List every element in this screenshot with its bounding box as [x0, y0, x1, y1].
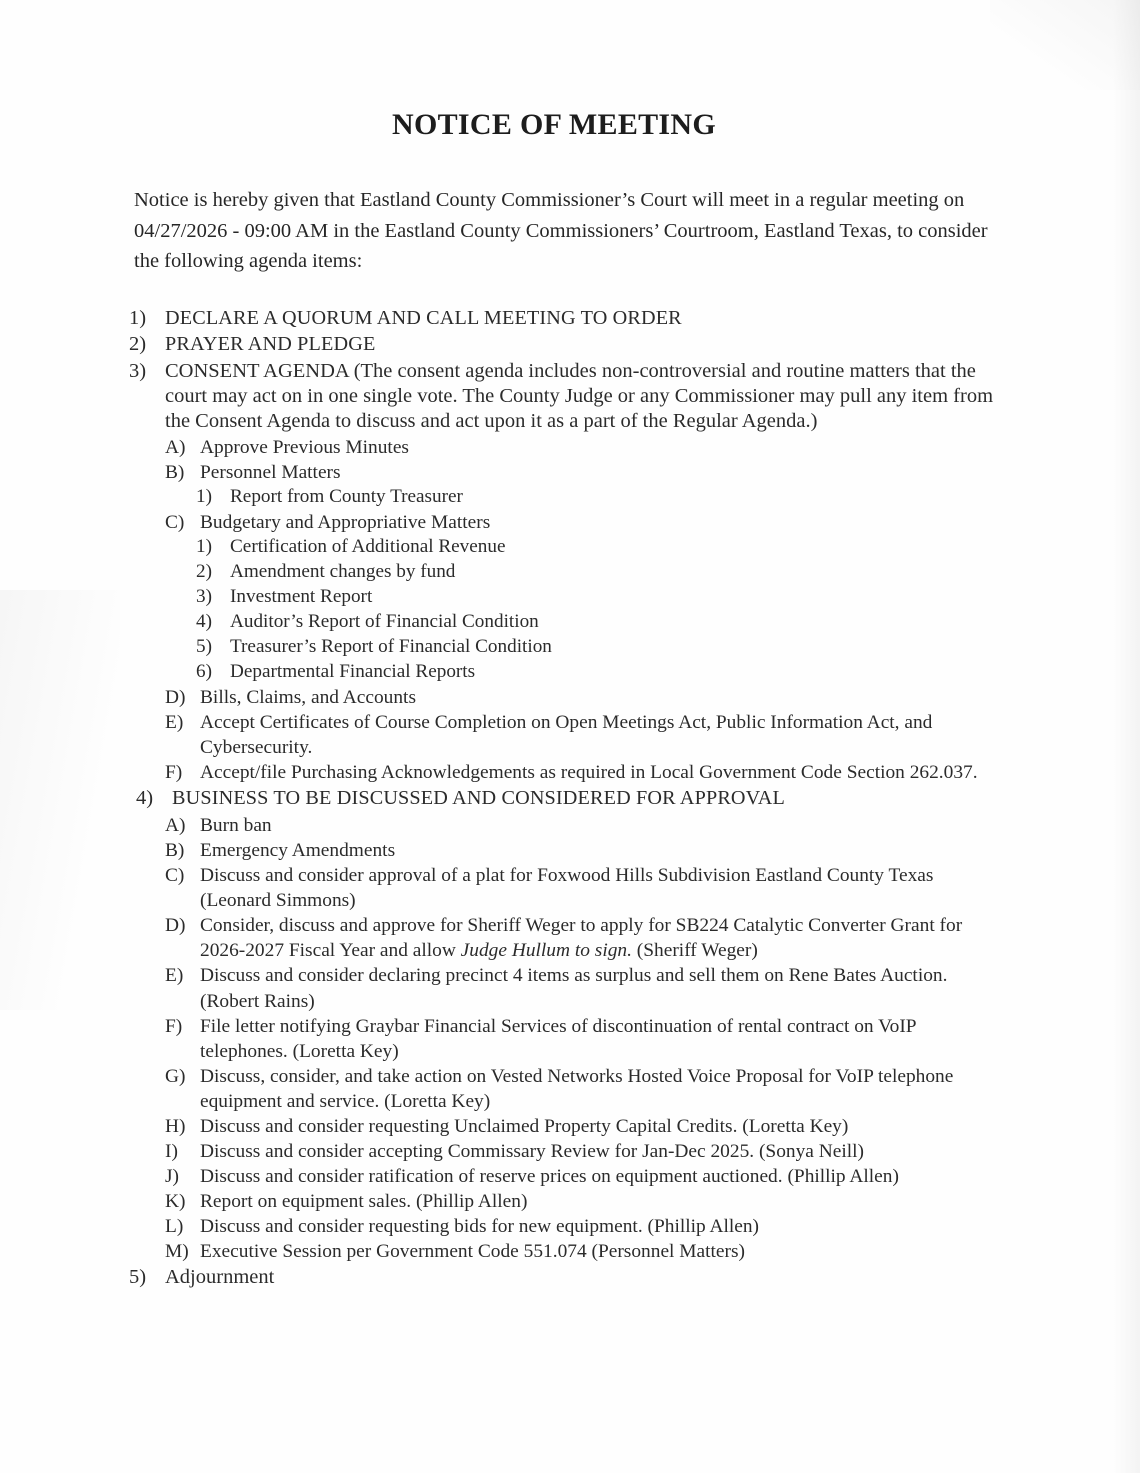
agenda-item-4b	[0, 838, 1140, 863]
agenda-item-3d-marker: D)	[165, 686, 186, 708]
agenda-item-4h	[0, 1114, 1140, 1139]
agenda-item-3b-label: Personnel Matters	[200, 462, 341, 484]
agenda-item-4f-label: File letter notifying Graybar Financial Services of discontinuation of rental contract on VoIP telephones. (Loretta Key)	[200, 1015, 916, 1062]
agenda-item-4g-label: Discuss, consider, and take action on Vested Networks Hosted Voice Proposal for VoIP telephone equipment and service. (Loretta Key)	[200, 1065, 954, 1112]
agenda-item-4i	[0, 1139, 1140, 1164]
agenda-item-3c2-label: Amendment changes by fund	[230, 561, 456, 583]
agenda-item-4k	[0, 1189, 1140, 1214]
agenda-item-4h-marker: H)	[165, 1116, 186, 1138]
agenda-item-1-label: DECLARE A QUORUM AND CALL MEETING TO ORDER	[165, 306, 682, 329]
agenda-item-3e	[0, 710, 1140, 760]
agenda-item-4m-marker: M)	[165, 1241, 189, 1263]
agenda-item-3b-marker: B)	[165, 462, 185, 484]
agenda-item-3c1-label: Certification of Additional Revenue	[230, 536, 506, 558]
agenda-item-4a	[0, 813, 1140, 838]
agenda-list	[0, 277, 1140, 1291]
agenda-item-3c4-label: Auditor’s Report of Financial Condition	[230, 611, 539, 633]
agenda-item-3c5-label: Treasurer’s Report of Financial Condition	[230, 636, 552, 658]
agenda-item-3c	[0, 510, 1140, 535]
agenda-item-2	[0, 332, 1140, 358]
agenda-item-2-label: PRAYER AND PLEDGE	[165, 333, 376, 356]
agenda-item-4a-marker: A)	[165, 814, 186, 836]
agenda-item-1-marker: 1)	[129, 306, 147, 329]
agenda-item-3b1	[0, 485, 1140, 510]
agenda-item-4-label: BUSINESS TO BE DISCUSSED AND CONSIDERED FOR APPROVAL	[172, 787, 785, 810]
agenda-item-3c-label: Budgetary and Appropriative Matters	[200, 512, 491, 534]
agenda-item-4-marker: 4)	[136, 787, 154, 810]
agenda-item-4i-label: Discuss and consider accepting Commissary Review for Jan-Dec 2025. (Sonya Neill)	[200, 1141, 864, 1163]
agenda-item-4f	[0, 1014, 1140, 1064]
agenda-item-4j-marker: J)	[165, 1166, 180, 1188]
agenda-item-3a-marker: A)	[165, 437, 186, 459]
agenda-item-3c2-marker: 2)	[196, 561, 212, 583]
agenda-item-4i-marker: I)	[165, 1141, 178, 1163]
agenda-item-3c4	[0, 610, 1140, 635]
agenda-item-3f-marker: F)	[165, 762, 183, 784]
agenda-item-4e-label: Discuss and consider declaring precinct 4 items as surplus and sell them on Rene Bates Auction. (Robert Rains)	[200, 965, 948, 1012]
agenda-item-3b1-marker: 1)	[196, 486, 212, 508]
agenda-item-3	[0, 359, 1140, 435]
agenda-item-3c1-marker: 1)	[196, 536, 212, 558]
agenda-item-4j	[0, 1164, 1140, 1189]
agenda-item-3e-marker: E)	[165, 712, 184, 734]
agenda-item-4h-label: Discuss and consider requesting Unclaimed Property Capital Credits. (Loretta Key)	[200, 1116, 849, 1138]
intro-paragraph: Notice is hereby given that Eastland County Commissioner’s Court will meet in a regular meeting on 04/27/2026 - 09:00 AM in the Eastland County Commissioners’ Courtroom, Eastland Texas, to consider the following agenda items:	[134, 189, 988, 272]
agenda-item-3c5	[0, 635, 1140, 660]
agenda-item-3f	[0, 760, 1140, 785]
agenda-item-3c1	[0, 535, 1140, 560]
agenda-item-3a-label: Approve Previous Minutes	[200, 437, 409, 459]
agenda-item-4m-label: Executive Session per Government Code 551.074 (Personnel Matters)	[200, 1241, 745, 1263]
agenda-item-4e	[0, 963, 1140, 1013]
agenda-item-4l-label: Discuss and consider requesting bids for new equipment. (Phillip Allen)	[200, 1216, 760, 1238]
agenda-item-3c3-marker: 3)	[196, 586, 212, 608]
agenda-item-4d-text-post: (Sheriff Weger)	[631, 940, 758, 962]
agenda-item-4l	[0, 1214, 1140, 1239]
agenda-item-3a	[0, 435, 1140, 460]
agenda-item-4g-marker: G)	[165, 1065, 186, 1087]
agenda-item-4k-label: Report on equipment sales. (Phillip Allen)	[200, 1191, 528, 1213]
agenda-item-4j-label: Discuss and consider ratification of reserve prices on equipment auctioned. (Phillip Allen)	[200, 1166, 899, 1188]
agenda-item-3d	[0, 685, 1140, 710]
agenda-item-4d-marker: D)	[165, 915, 186, 937]
agenda-item-4k-marker: K)	[165, 1191, 186, 1213]
agenda-item-3c-marker: C)	[165, 512, 185, 534]
agenda-item-3c6-label: Departmental Financial Reports	[230, 661, 476, 683]
agenda-item-4c	[0, 863, 1140, 913]
agenda-item-3b	[0, 460, 1140, 485]
page-title: NOTICE OF MEETING	[391, 108, 717, 141]
agenda-item-4m	[0, 1239, 1140, 1264]
agenda-item-3-marker: 3)	[129, 359, 147, 382]
agenda-item-3c4-marker: 4)	[196, 611, 212, 633]
agenda-item-4	[0, 786, 1140, 812]
agenda-item-3b1-label: Report from County Treasurer	[230, 486, 463, 508]
agenda-item-3c2	[0, 560, 1140, 585]
agenda-item-3c5-marker: 5)	[196, 636, 212, 658]
agenda-item-3-label: CONSENT AGENDA (The consent agenda includes non-controversial and routine matters that the court may act on in one single vote. The County Judge or any Commissioner may pull any item from the Consent Agenda to discuss and act upon it as a part of the Regular Agenda.)	[165, 359, 994, 433]
agenda-item-4l-marker: L)	[165, 1216, 184, 1238]
agenda-item-4d-text-italic: Judge Hullum to sign.	[460, 940, 632, 962]
agenda-item-4d-text-pre: Consider, discuss and approve for Sheriff Weger to apply for SB224 Catalytic Converter Grant for 2026-2027 Fiscal Year and allow	[200, 915, 963, 962]
agenda-item-4f-marker: F)	[165, 1015, 183, 1037]
agenda-item-3d-label: Bills, Claims, and Accounts	[200, 686, 416, 708]
agenda-item-5-marker: 5)	[129, 1265, 147, 1288]
agenda-item-4b-label: Emergency Amendments	[200, 839, 396, 861]
agenda-item-4d	[0, 913, 1140, 963]
agenda-item-4a-label: Burn ban	[200, 814, 272, 836]
agenda-item-3c3	[0, 585, 1140, 610]
agenda-item-4g	[0, 1064, 1140, 1114]
agenda-item-2-marker: 2)	[129, 333, 147, 356]
agenda-item-5	[0, 1265, 1140, 1291]
agenda-item-5-label: Adjournment	[165, 1265, 275, 1288]
agenda-item-1	[0, 306, 1140, 332]
agenda-item-3c6	[0, 660, 1140, 685]
agenda-item-3c6-marker: 6)	[196, 661, 212, 683]
agenda-item-4e-marker: E)	[165, 965, 184, 987]
agenda-item-4b-marker: B)	[165, 839, 185, 861]
agenda-item-3e-label: Accept Certificates of Course Completion on Open Meetings Act, Public Information Act, and Cybersecurity.	[200, 712, 933, 759]
agenda-item-4c-label: Discuss and consider approval of a plat for Foxwood Hills Subdivision Eastland County Texas (Leonard Simmons)	[200, 865, 934, 912]
agenda-item-4d-label	[200, 913, 1140, 963]
agenda-item-3c3-label: Investment Report	[230, 586, 373, 608]
agenda-item-3f-label: Accept/file Purchasing Acknowledgements as required in Local Government Code Section 262.037.	[200, 762, 978, 784]
agenda-item-4c-marker: C)	[165, 865, 185, 887]
